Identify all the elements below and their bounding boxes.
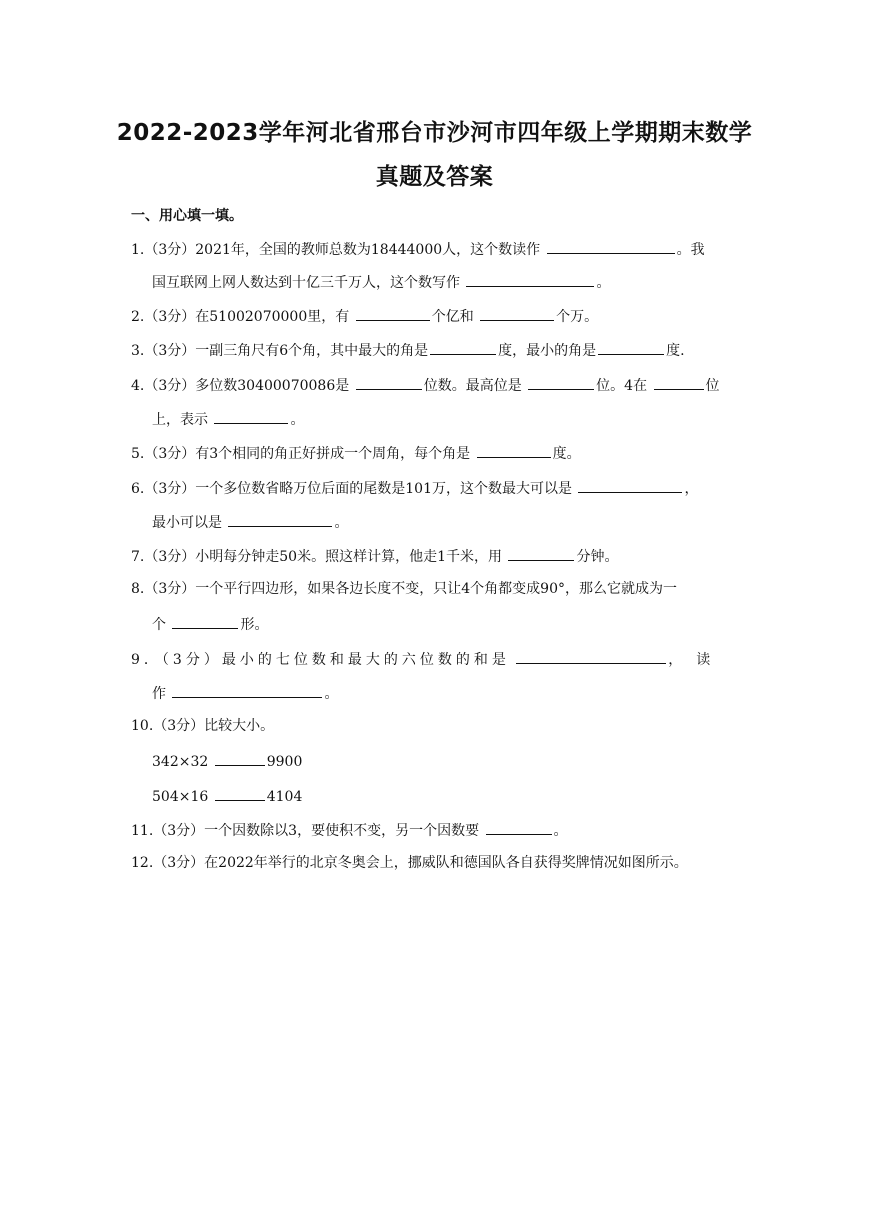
question-9-line2 [152, 682, 760, 704]
q4-text-d: 位 [705, 378, 720, 394]
q1-text-d: 。 [596, 275, 611, 291]
q8-text-c: 形。 [240, 617, 269, 633]
question-2 [131, 305, 739, 327]
q10-row1-right: 9900 [266, 754, 303, 770]
q8-text-a: 8.（3分）一个平行四边形，如果各边长度不变，只让4个角都变成90°，那么它就成为一 [131, 581, 677, 597]
q2-blank-1[interactable] [356, 305, 430, 321]
q1-text-b: 。我 [676, 242, 705, 258]
q9-text-c: 作 [152, 686, 166, 702]
q10-blank-1[interactable] [215, 750, 265, 766]
question-10 [131, 716, 739, 736]
q7-text-a: 7.（3分）小明每分钟走50米。照这样计算，他走1千米，用 [131, 549, 502, 565]
q7-text-b: 分钟。 [576, 549, 619, 565]
q6-text-c: 最小可以是 [152, 515, 222, 531]
question-9-line1 [131, 648, 739, 670]
q8-text-b: 个 [152, 617, 166, 633]
q6-blank-2[interactable] [228, 511, 332, 527]
q10-blank-2[interactable] [215, 785, 265, 801]
q4-blank-4[interactable] [214, 408, 288, 424]
q10-compare-row-1 [152, 750, 760, 772]
q4-blank-1[interactable] [356, 374, 422, 390]
q1-blank-1[interactable] [547, 238, 675, 254]
question-7 [131, 545, 739, 567]
q4-text-e: 上，表示 [152, 412, 208, 428]
question-1-line2 [152, 271, 760, 293]
q2-text-a: 2.（3分）在51002070000里，有 [131, 309, 350, 325]
q4-blank-2[interactable] [528, 374, 594, 390]
question-4-line2 [152, 408, 760, 430]
q8-blank-1[interactable] [172, 613, 238, 629]
document-title-line2: 真题及答案 [375, 164, 494, 190]
q9-blank-2[interactable] [172, 682, 322, 698]
q6-text-b: ， [684, 481, 699, 497]
q10-compare-row-2 [152, 785, 760, 807]
question-12 [131, 853, 739, 873]
q10-row2-right: 4104 [266, 789, 303, 805]
section-heading: 一、用心填一填。 [131, 208, 243, 224]
question-11 [131, 819, 739, 841]
document-title-line1: 2022-2023学年河北省邢台市沙河市四年级上学期期末数学 [116, 120, 753, 146]
q2-text-b: 个亿和 [431, 309, 474, 325]
q5-text-a: 5.（3分）有3个相同的角正好拼成一个周角，每个角是 [131, 446, 471, 462]
q11-text-b: 。 [553, 823, 568, 839]
q4-text-f: 。 [290, 412, 305, 428]
q3-text-a: 3.（3分）一副三角尺有6个角，其中最大的角是 [131, 343, 429, 359]
q11-text-a: 11.（3分）一个因数除以3，要使积不变，另一个因数要 [131, 823, 480, 839]
q4-blank-3[interactable] [654, 374, 704, 390]
q12-text-a: 12.（3分）在2022年举行的北京冬奥会上，挪威队和德国队各自获得奖牌情况如图所示。 [131, 855, 688, 871]
q7-blank-1[interactable] [508, 545, 574, 561]
q2-blank-2[interactable] [480, 305, 554, 321]
q6-text-a: 6.（3分）一个多位数省略万位后面的尾数是101万，这个数最大可以是 [131, 481, 572, 497]
q9-blank-1[interactable] [516, 648, 666, 664]
q2-text-c: 个万。 [556, 309, 599, 325]
question-6-line2 [152, 511, 760, 533]
q10-text-a: 10.（3分）比较大小。 [131, 718, 275, 734]
q4-text-b: 位数。最高位是 [423, 378, 522, 394]
q1-blank-2[interactable] [466, 271, 594, 287]
question-6-line1 [131, 477, 739, 499]
q3-text-b: 度，最小的角是 [498, 343, 597, 359]
q10-row1-left: 342×32 [152, 754, 209, 770]
q6-blank-1[interactable] [578, 477, 682, 493]
q6-text-d: 。 [334, 515, 349, 531]
q3-text-c: 度. [666, 343, 685, 359]
q3-blank-2[interactable] [598, 339, 664, 355]
q5-text-b: 度。 [552, 446, 581, 462]
question-3 [131, 339, 739, 361]
q11-blank-1[interactable] [486, 819, 552, 835]
question-8-line2 [152, 613, 760, 635]
q1-text-a: 1.（3分）2021年，全国的教师总数为18444000人，这个数读作 [131, 242, 541, 258]
q10-row2-left: 504×16 [152, 789, 209, 805]
q9-text-d: 。 [324, 686, 339, 702]
q9-text-a: 9．（3分）最小的七位数和最大的六位数的和是 [131, 652, 510, 668]
question-8-line1 [131, 579, 739, 599]
question-1-line1 [131, 238, 739, 260]
q5-blank-1[interactable] [477, 442, 551, 458]
q1-text-c: 国互联网上网人数达到十亿三千万人，这个数写作 [152, 275, 460, 291]
question-5 [131, 442, 739, 464]
q4-text-a: 4.（3分）多位数30400070086是 [131, 378, 350, 394]
q3-blank-1[interactable] [430, 339, 496, 355]
question-4-line1 [131, 374, 739, 396]
q4-text-c: 位。4在 [596, 378, 648, 394]
q9-text-b: ，读 [668, 652, 725, 668]
